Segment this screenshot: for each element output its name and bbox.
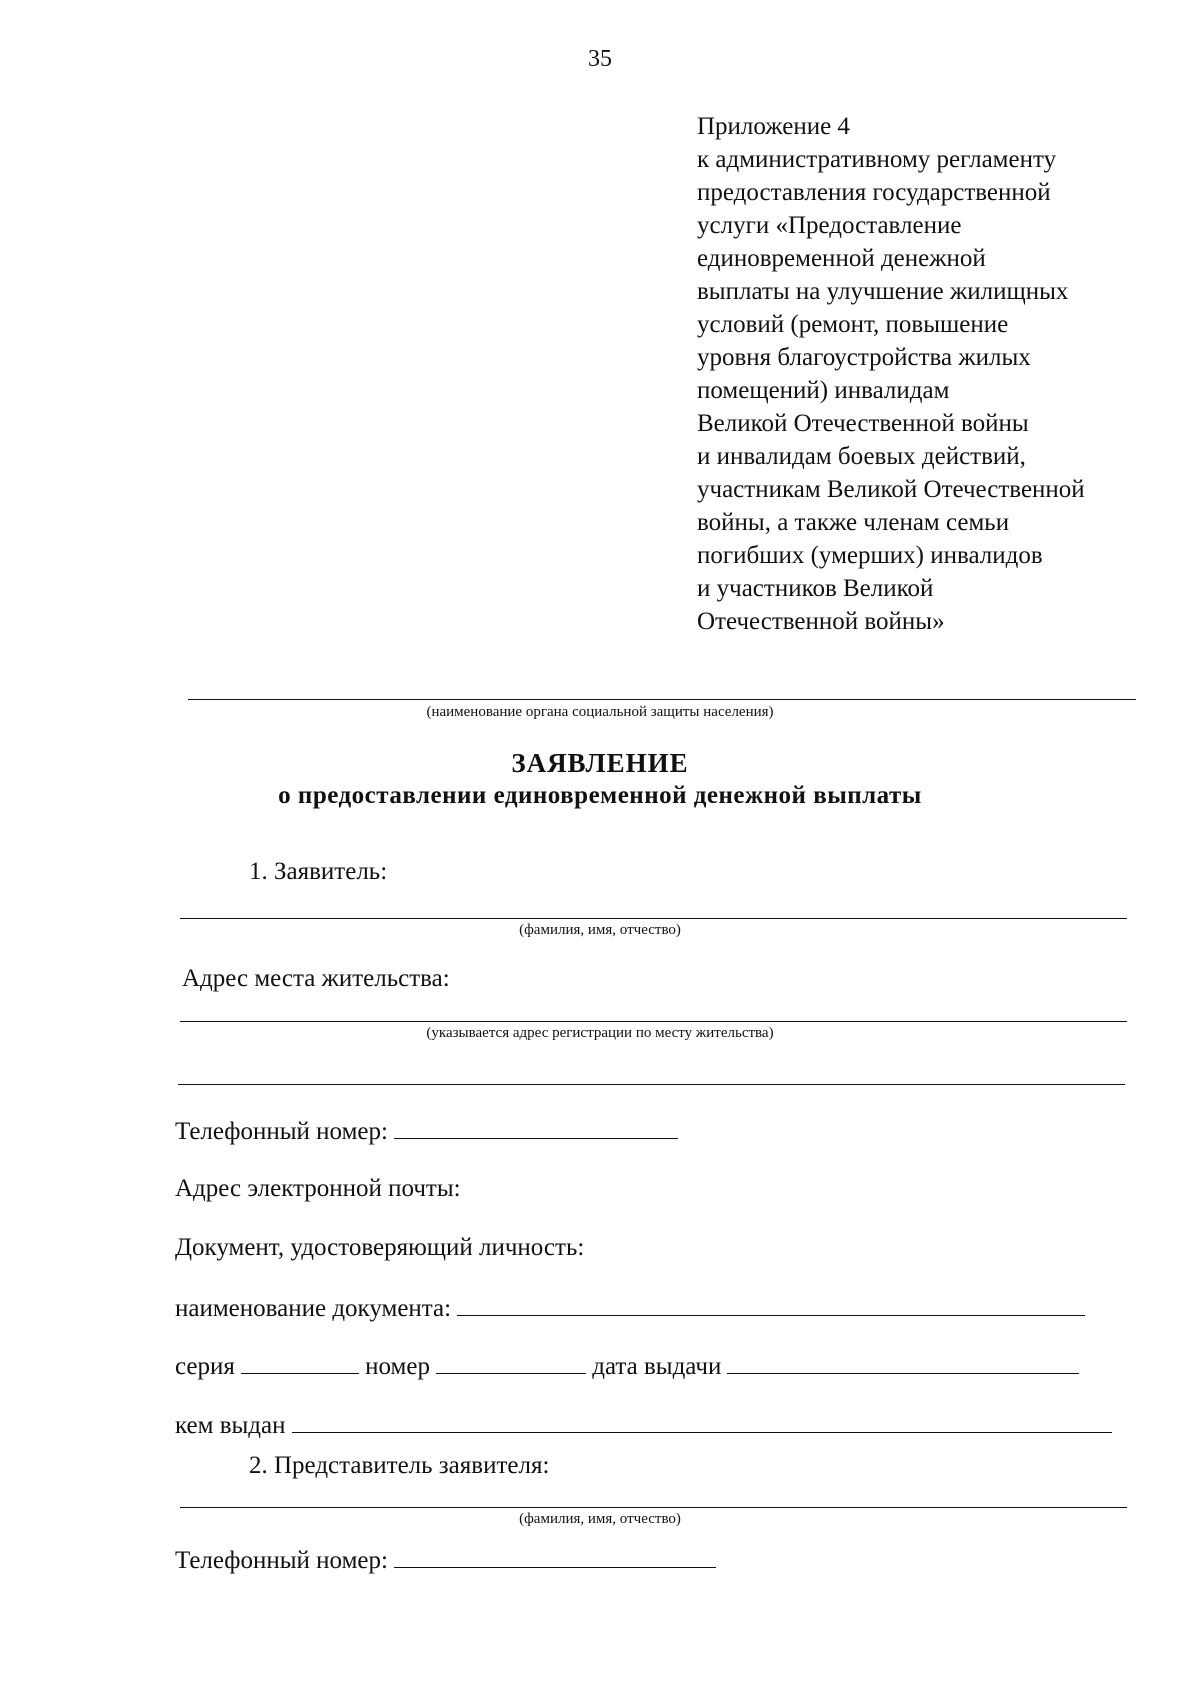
- phone-field[interactable]: [394, 1116, 678, 1139]
- applicant-heading: 1. Заявитель:: [249, 858, 388, 885]
- series-field[interactable]: [241, 1351, 359, 1374]
- document-title: ЗАЯВЛЕНИЕ: [511, 748, 689, 778]
- representative-phone-field[interactable]: [394, 1545, 716, 1568]
- appendix-line: Отечественной войны»: [697, 608, 945, 635]
- appendix-line: Великой Отечественной войны: [697, 410, 1029, 437]
- appendix-line: войны, а также членам семьи: [697, 509, 1010, 536]
- id-document-label: Документ, удостоверяющий личность:: [175, 1234, 585, 1261]
- number-label: номер: [365, 1353, 430, 1380]
- appendix-line: единовременной денежной: [697, 245, 986, 272]
- appendix-line: условий (ремонт, повышение: [697, 311, 1009, 338]
- address-label: Адрес места жительства:: [182, 965, 450, 992]
- applicant-fio-caption: (фамилия, имя, отчество): [519, 922, 681, 938]
- doc-name-label: наименование документа:: [175, 1295, 452, 1322]
- email-label: Адрес электронной почты:: [175, 1175, 461, 1202]
- document-subtitle: о предоставлении единовременной денежной выплаты: [278, 782, 922, 809]
- representative-phone-row: [175, 1545, 716, 1575]
- address-line-1[interactable]: [180, 1021, 1127, 1022]
- issued-by-field[interactable]: [292, 1410, 1112, 1433]
- appendix-line: предоставления государственной: [697, 179, 1051, 206]
- issue-date-field[interactable]: [727, 1351, 1079, 1374]
- appendix-line: уровня благоустройства жилых: [697, 344, 1031, 371]
- issue-date-label: дата выдачи: [592, 1353, 722, 1380]
- representative-heading: 2. Представитель заявителя:: [249, 1452, 550, 1479]
- issued-by-row: [175, 1410, 1112, 1440]
- series-label: серия: [175, 1353, 235, 1380]
- appendix-line: и инвалидам боевых действий,: [697, 443, 1026, 470]
- doc-name-field[interactable]: [457, 1293, 1085, 1316]
- appendix-line: выплаты на улучшение жилищных: [697, 278, 1069, 305]
- representative-fio-caption: (фамилия, имя, отчество): [519, 1511, 681, 1527]
- representative-phone-label: Телефонный номер:: [175, 1547, 388, 1574]
- page-number: 35: [588, 46, 612, 72]
- address-line-2[interactable]: [178, 1084, 1125, 1085]
- applicant-fio-line[interactable]: [180, 918, 1127, 919]
- appendix-line: к административному регламенту: [697, 146, 1057, 173]
- appendix-line: Приложение 4: [697, 113, 850, 140]
- phone-label: Телефонный номер:: [175, 1118, 388, 1145]
- organ-name-line[interactable]: [188, 699, 1136, 700]
- appendix-line: помещений) инвалидам: [697, 377, 950, 404]
- address-caption: (указывается адрес регистрации по месту жительства): [426, 1025, 774, 1041]
- appendix-line: участникам Великой Отечественной: [697, 476, 1085, 503]
- phone-row: [175, 1116, 678, 1146]
- doc-name-row: [175, 1293, 1085, 1323]
- doc-details-row: [175, 1351, 1079, 1381]
- appendix-line: и участников Великой: [697, 575, 934, 602]
- representative-fio-line[interactable]: [180, 1507, 1127, 1508]
- number-field[interactable]: [436, 1351, 586, 1374]
- organ-name-caption: (наименование органа социальной защиты населения): [426, 704, 774, 720]
- appendix-header: [697, 110, 1177, 638]
- issued-by-label: кем выдан: [175, 1412, 286, 1439]
- appendix-line: услуги «Предоставление: [697, 212, 962, 239]
- appendix-line: погибших (умерших) инвалидов: [697, 542, 1043, 569]
